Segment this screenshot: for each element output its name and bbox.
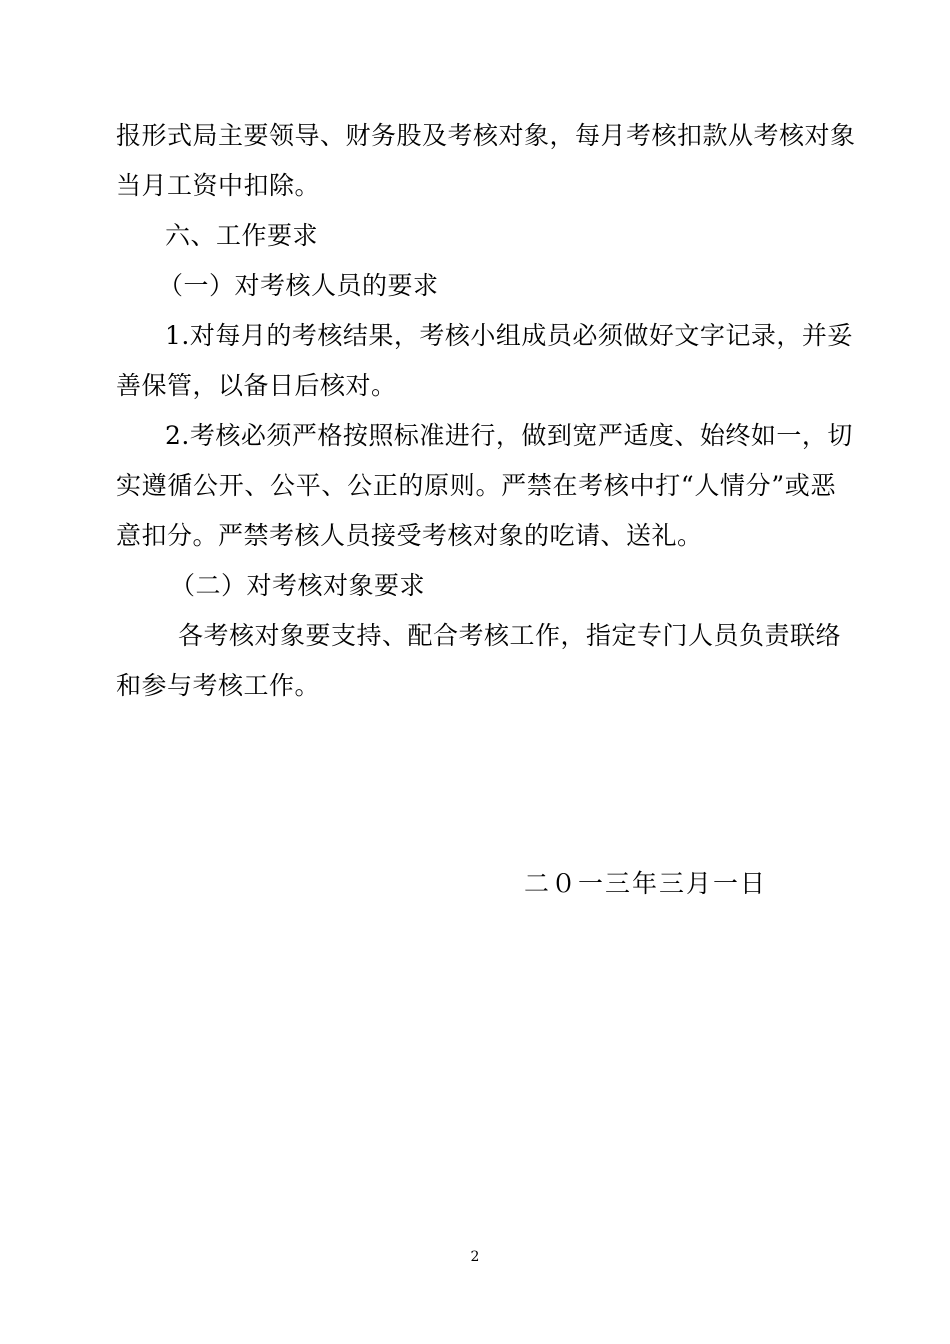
subsection-heading: （一）对考核人员的要求 (158, 271, 439, 300)
section-heading: 六、工作要求 (165, 221, 319, 250)
paragraph-line: 意扣分。严禁考核人员接受考核对象的吃请、送礼。 (116, 521, 703, 550)
paragraph-line: 当月工资中扣除。 (116, 171, 321, 200)
page-number: 2 (470, 1249, 480, 1265)
paragraph-line: 报形式局主要领导、财务股及考核对象，每月考核扣款从考核对象 (116, 121, 856, 150)
paragraph-line: 各考核对象要支持、配合考核工作，指定专门人员负责联络 (178, 621, 842, 650)
document-date: 二０一三年三月一日 (524, 869, 768, 898)
paragraph-line: 1.对每月的考核结果，考核小组成员必须做好文字记录，并妥 (165, 321, 853, 350)
paragraph-line: 善保管，以备日后核对。 (116, 371, 397, 400)
paragraph-line: 实遵循公开、公平、公正的原则。严禁在考核中打“人情分”或恶 (116, 471, 836, 500)
paragraph-line: 和参与考核工作。 (116, 671, 321, 700)
subsection-heading: （二）对考核对象要求 (170, 571, 426, 600)
paragraph-line: 2.考核必须严格按照标准进行，做到宽严适度、始终如一，切 (165, 421, 853, 450)
